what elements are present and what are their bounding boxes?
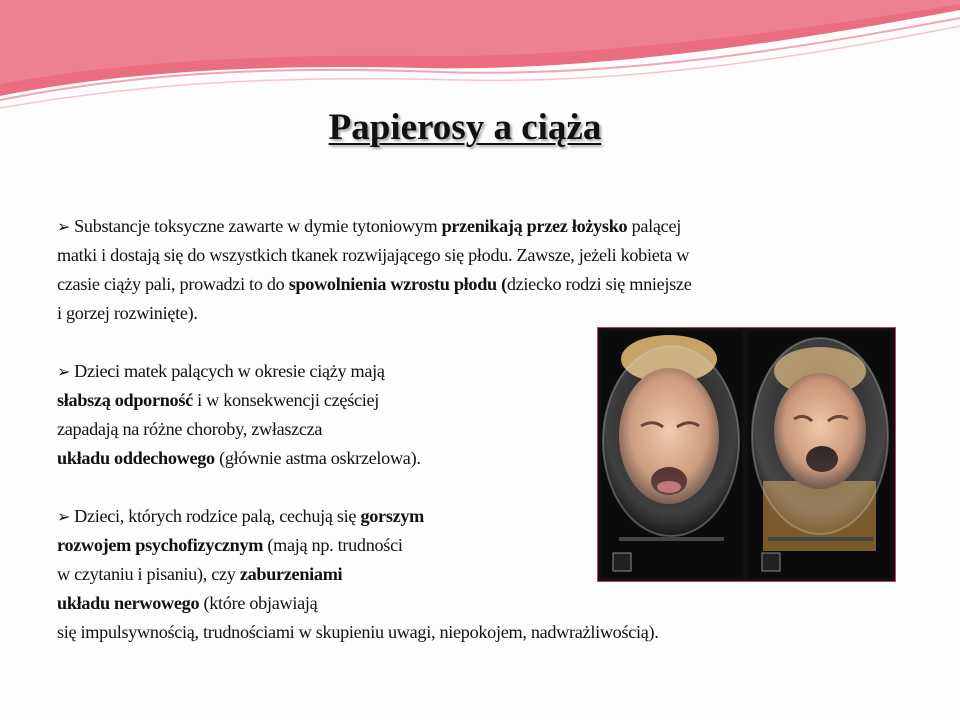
text-line: zapadają na różne choroby, zwłaszcza: [57, 419, 323, 439]
text-span: Substancje toksyczne zawarte w dymie tytoniowym: [74, 216, 442, 236]
arrow-bullet-icon: ➢: [57, 362, 71, 381]
paragraph-placenta: [57, 212, 917, 328]
poster-panel-right: [748, 331, 891, 578]
emphasis-text: rozwojem psychofizycznym: [57, 535, 264, 555]
emphasis-text: układu oddechowego: [57, 448, 215, 468]
text-line: [57, 270, 917, 299]
text-span: dziecko rodzi się mniejsze: [506, 274, 692, 294]
text-line: [57, 212, 917, 241]
text-line: matki i dostają się do wszystkich tkanek rozwijającego się płodu. Zawsze, jeżeli kobieta w: [57, 245, 690, 265]
arrow-bullet-icon: ➢: [57, 217, 71, 236]
emphasis-text: zaburzeniami: [239, 564, 343, 584]
text-span: i w konsekwencji częściej: [192, 390, 380, 410]
text-span: palącej: [627, 216, 681, 236]
text-line: [57, 589, 917, 618]
text-span: (głównie astma oskrzelowa).: [214, 448, 421, 468]
anti-smoking-poster-image: [597, 327, 896, 582]
text-span: (które objawiają: [199, 593, 318, 613]
arrow-bullet-icon: ➢: [57, 507, 71, 526]
text-span: Dzieci, których rodzice palą, cechują się: [74, 506, 361, 526]
emphasis-text: słabszą odporność: [57, 390, 193, 410]
emphasis-text: przenikają przez łożysko: [441, 216, 628, 236]
poster-panel-left: [601, 331, 742, 578]
crying-child-illustration: [601, 331, 742, 578]
text-span: Dzieci matek palących w okresie ciąży mają: [74, 361, 385, 381]
text-span: w czytaniu i pisaniu), czy: [57, 564, 240, 584]
text-line: i gorzej rozwinięte).: [57, 303, 198, 323]
emphasis-text: gorszym: [360, 506, 425, 526]
text-span: (mają np. trudności: [263, 535, 403, 555]
text-line: się impulsywnością, trudnościami w skupieniu uwagi, niepokojem, nadwrażliwością).: [57, 622, 659, 642]
emphasis-text: spowolnienia wzrostu płodu (: [288, 274, 507, 294]
text-span: czasie ciąży pali, prowadzi to do: [57, 274, 289, 294]
header-wave-decoration: [0, 0, 960, 120]
page-title: Papierosy a ciąża: [328, 107, 602, 148]
crying-child-illustration: [748, 331, 891, 578]
emphasis-text: układu nerwowego: [57, 593, 200, 613]
